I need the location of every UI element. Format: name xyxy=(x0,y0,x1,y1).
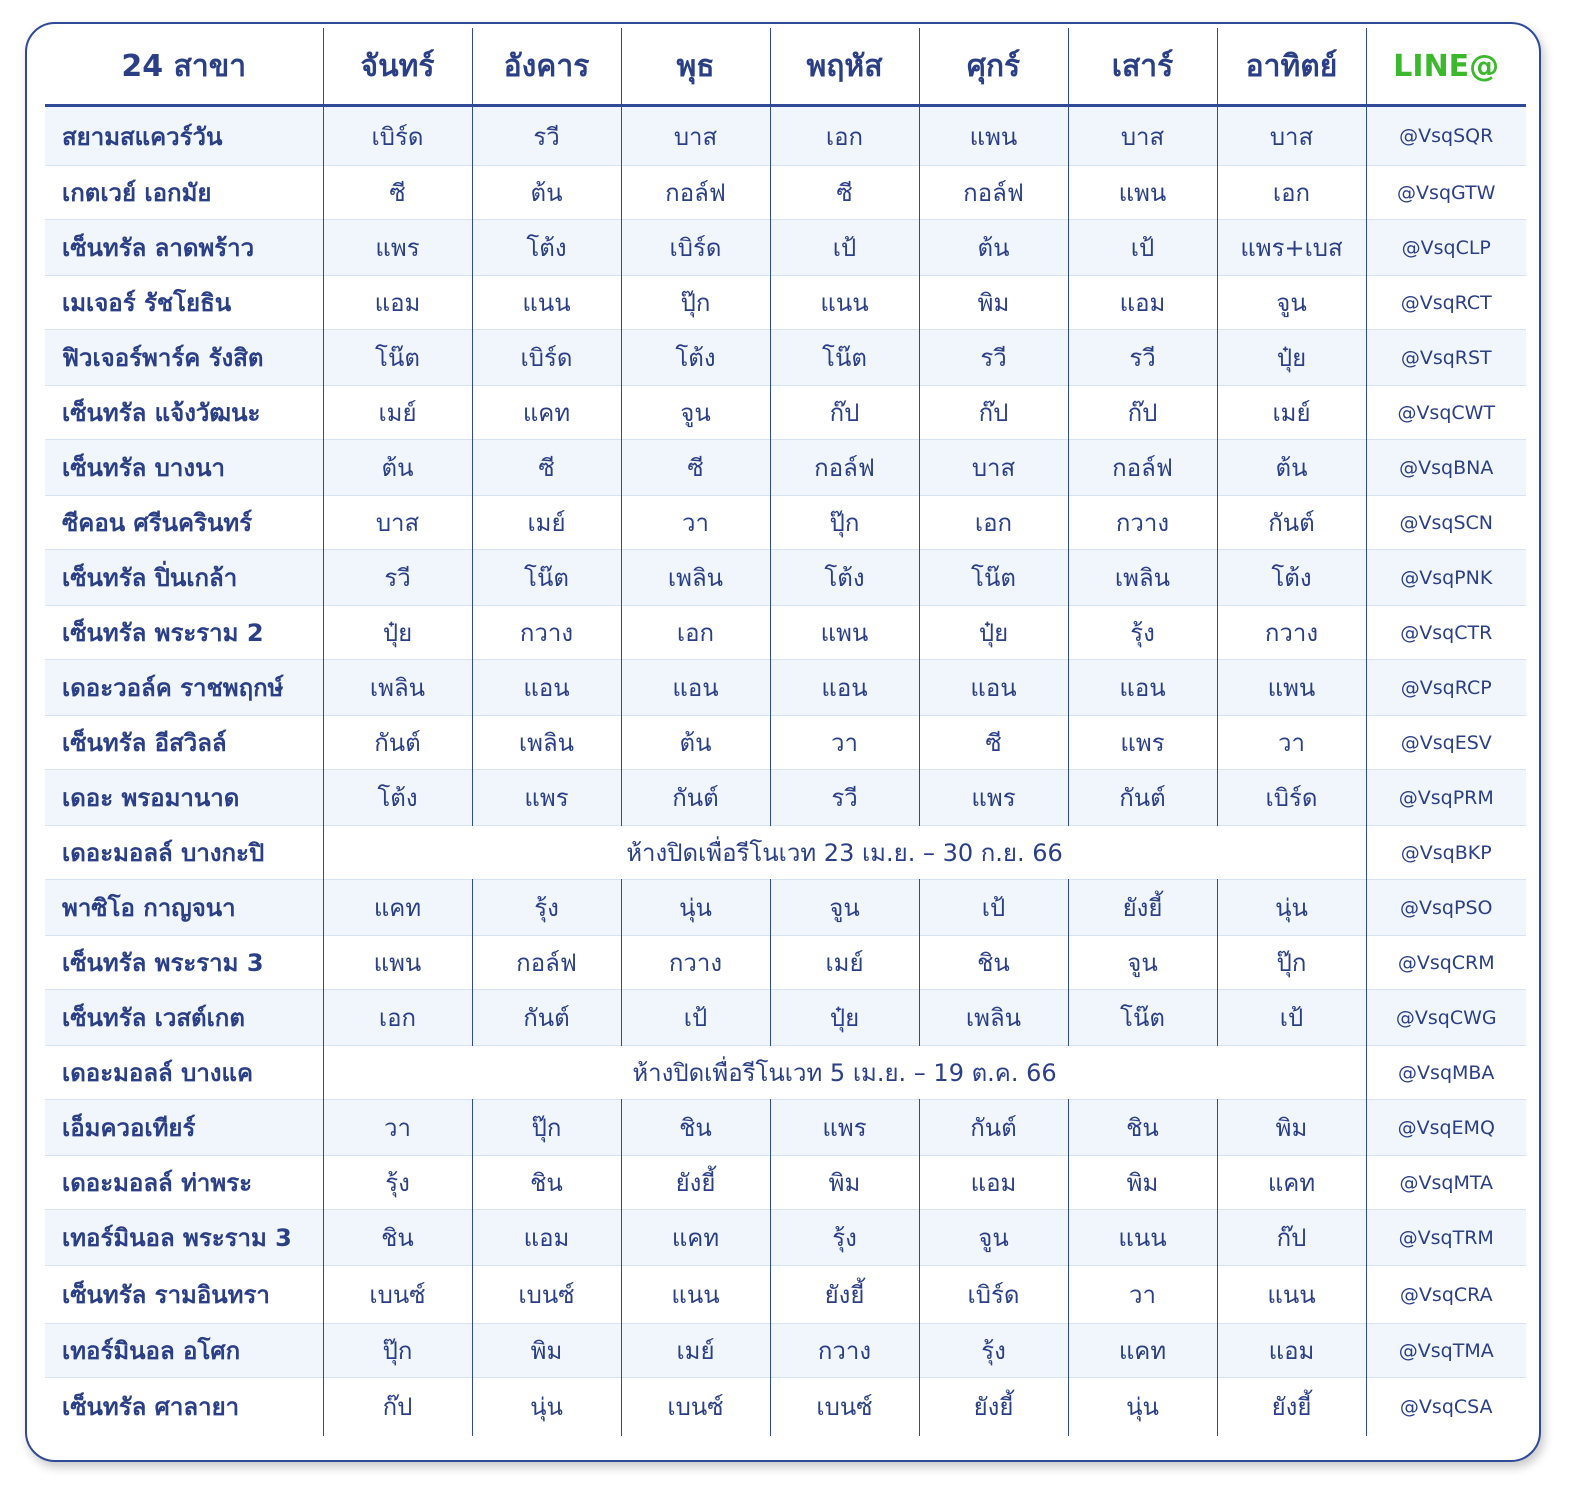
staff-cell: รวี xyxy=(1068,330,1217,386)
line-id: @VsqPRM xyxy=(1366,770,1526,826)
staff-cell: เมย์ xyxy=(323,386,472,440)
branch-name: เดอะวอล์ค ราชพฤกษ์ xyxy=(45,660,323,716)
header-day-sun: อาทิตย์ xyxy=(1217,28,1366,106)
branch-name: เซ็นทรัล ปิ่นเกล้า xyxy=(45,550,323,606)
staff-cell: เป้ xyxy=(1217,990,1366,1046)
staff-cell: ก๊ป xyxy=(919,386,1068,440)
staff-cell: เมย์ xyxy=(770,936,919,990)
header-day-sat: เสาร์ xyxy=(1068,28,1217,106)
staff-cell: เบนซ์ xyxy=(621,1378,770,1436)
line-id: @VsqCSA xyxy=(1366,1378,1526,1436)
staff-cell: แนน xyxy=(770,276,919,330)
staff-cell: เป้ xyxy=(770,220,919,276)
staff-schedule-table xyxy=(45,28,1526,1436)
staff-cell: เพลิน xyxy=(919,990,1068,1046)
staff-cell: ซี xyxy=(770,166,919,220)
staff-cell: ปุ๊ก xyxy=(1217,936,1366,990)
staff-cell: แนน xyxy=(621,1266,770,1324)
staff-cell: แอม xyxy=(472,1210,621,1266)
staff-cell: ปุ๊ก xyxy=(770,496,919,550)
branch-name: เดอะ พรอมานาด xyxy=(45,770,323,826)
staff-cell: ก๊ป xyxy=(770,386,919,440)
staff-cell: พิม xyxy=(472,1324,621,1378)
branch-name: เซ็นทรัล บางนา xyxy=(45,440,323,496)
staff-cell: เมย์ xyxy=(621,1324,770,1378)
staff-cell: ต้น xyxy=(323,440,472,496)
staff-cell: เบิร์ด xyxy=(323,106,472,166)
staff-cell: แอน xyxy=(1068,660,1217,716)
staff-cell: เพลิน xyxy=(1068,550,1217,606)
staff-cell: แอม xyxy=(1217,1324,1366,1378)
staff-cell: แคท xyxy=(323,880,472,936)
staff-cell: แพร xyxy=(770,1100,919,1156)
table-row xyxy=(45,276,1526,330)
branch-name: เซ็นทรัล ลาดพร้าว xyxy=(45,220,323,276)
table-row xyxy=(45,166,1526,220)
table-row xyxy=(45,550,1526,606)
staff-cell: เอก xyxy=(1217,166,1366,220)
staff-cell: ปุ๊ก xyxy=(621,276,770,330)
staff-cell: ก๊ป xyxy=(1068,386,1217,440)
header-line-logo: LINE@ xyxy=(1366,28,1526,106)
table-row xyxy=(45,1324,1526,1378)
staff-cell: เป้ xyxy=(919,880,1068,936)
staff-cell: แอน xyxy=(621,660,770,716)
line-id: @VsqCLP xyxy=(1366,220,1526,276)
table-row xyxy=(45,1046,1526,1100)
staff-cell: ต้น xyxy=(621,716,770,770)
staff-cell: นุ่น xyxy=(472,1378,621,1436)
staff-cell: รุ้ง xyxy=(919,1324,1068,1378)
branch-name: เทอร์มินอล อโศก xyxy=(45,1324,323,1378)
staff-cell: แพน xyxy=(770,606,919,660)
staff-cell: วา xyxy=(770,716,919,770)
table-row xyxy=(45,716,1526,770)
line-id: @VsqMBA xyxy=(1366,1046,1526,1100)
staff-cell: จูน xyxy=(1217,276,1366,330)
staff-cell: แอน xyxy=(770,660,919,716)
staff-cell: ซี xyxy=(323,166,472,220)
closure-note: ห้างปิดเพื่อรีโนเวท 23 เม.ย. – 30 ก.ย. 66 xyxy=(323,826,1366,880)
header-branch: 24 สาขา xyxy=(45,28,323,106)
branch-name: ซีคอน ศรีนครินทร์ xyxy=(45,496,323,550)
staff-cell: แพร xyxy=(472,770,621,826)
closure-note: ห้างปิดเพื่อรีโนเวท 5 เม.ย. – 19 ต.ค. 66 xyxy=(323,1046,1366,1100)
line-id: @VsqGTW xyxy=(1366,166,1526,220)
header-row xyxy=(45,28,1526,106)
staff-cell: พิม xyxy=(770,1156,919,1210)
staff-cell: โน๊ต xyxy=(770,330,919,386)
branch-name: เกตเวย์ เอกมัย xyxy=(45,166,323,220)
staff-cell: เบิร์ด xyxy=(472,330,621,386)
staff-cell: แอม xyxy=(919,1156,1068,1210)
staff-cell: โน๊ต xyxy=(1068,990,1217,1046)
table-row xyxy=(45,106,1526,166)
staff-cell: เบิร์ด xyxy=(919,1266,1068,1324)
branch-name: เซ็นทรัล รามอินทรา xyxy=(45,1266,323,1324)
staff-cell: แนน xyxy=(1217,1266,1366,1324)
branch-name: เอ็มควอเทียร์ xyxy=(45,1100,323,1156)
line-id: @VsqRCP xyxy=(1366,660,1526,716)
staff-cell: เบิร์ด xyxy=(1217,770,1366,826)
line-id: @VsqEMQ xyxy=(1366,1100,1526,1156)
staff-cell: กวาง xyxy=(472,606,621,660)
staff-cell: ยังยี้ xyxy=(621,1156,770,1210)
table-row xyxy=(45,1378,1526,1436)
staff-cell: แคท xyxy=(472,386,621,440)
staff-cell: เอก xyxy=(323,990,472,1046)
staff-cell: แคท xyxy=(621,1210,770,1266)
staff-cell: กันต์ xyxy=(1217,496,1366,550)
staff-cell: ชิน xyxy=(919,936,1068,990)
staff-cell: รุ้ง xyxy=(1068,606,1217,660)
table-row xyxy=(45,936,1526,990)
staff-cell: แนน xyxy=(472,276,621,330)
header-day-wed: พุธ xyxy=(621,28,770,106)
table-row xyxy=(45,440,1526,496)
table-row xyxy=(45,496,1526,550)
staff-cell: แคท xyxy=(1217,1156,1366,1210)
staff-cell: ชิน xyxy=(1068,1100,1217,1156)
staff-cell: แพน xyxy=(1217,660,1366,716)
branch-name: เซ็นทรัล อีสวิลล์ xyxy=(45,716,323,770)
staff-cell: จูน xyxy=(621,386,770,440)
staff-cell: ต้น xyxy=(472,166,621,220)
table-row xyxy=(45,1156,1526,1210)
staff-cell: เพลิน xyxy=(323,660,472,716)
staff-cell: รวี xyxy=(919,330,1068,386)
staff-cell: ชิน xyxy=(472,1156,621,1210)
staff-cell: รวี xyxy=(323,550,472,606)
staff-cell: โน๊ต xyxy=(472,550,621,606)
staff-cell: เอก xyxy=(770,106,919,166)
staff-cell: เอก xyxy=(919,496,1068,550)
header-day-thu: พฤหัส xyxy=(770,28,919,106)
staff-cell: แพน xyxy=(1068,166,1217,220)
table-row xyxy=(45,1210,1526,1266)
staff-cell: ก๊ป xyxy=(323,1378,472,1436)
header-day-fri: ศุกร์ xyxy=(919,28,1068,106)
staff-cell: กวาง xyxy=(770,1324,919,1378)
staff-cell: พิม xyxy=(1217,1100,1366,1156)
staff-cell: ชิน xyxy=(323,1210,472,1266)
staff-cell: เพลิน xyxy=(621,550,770,606)
header-day-mon: จันทร์ xyxy=(323,28,472,106)
staff-cell: กวาง xyxy=(621,936,770,990)
staff-cell: กันต์ xyxy=(472,990,621,1046)
staff-cell: กอล์ฟ xyxy=(1068,440,1217,496)
staff-cell: โต้ง xyxy=(621,330,770,386)
branch-name: พาซิโอ กาญจนา xyxy=(45,880,323,936)
line-id: @VsqSQR xyxy=(1366,106,1526,166)
staff-cell: แคท xyxy=(1068,1324,1217,1378)
line-id: @VsqCRM xyxy=(1366,936,1526,990)
staff-cell: เอก xyxy=(621,606,770,660)
staff-cell: เบนซ์ xyxy=(472,1266,621,1324)
staff-cell: กอล์ฟ xyxy=(472,936,621,990)
staff-cell: เบนซ์ xyxy=(323,1266,472,1324)
line-id: @VsqRST xyxy=(1366,330,1526,386)
line-id: @VsqPNK xyxy=(1366,550,1526,606)
staff-cell: จูน xyxy=(919,1210,1068,1266)
staff-cell: กันต์ xyxy=(1068,770,1217,826)
branch-name: ฟิวเจอร์พาร์ค รังสิต xyxy=(45,330,323,386)
staff-cell: กอล์ฟ xyxy=(621,166,770,220)
header-day-tue: อังคาร xyxy=(472,28,621,106)
branch-name: เซ็นทรัล แจ้งวัฒนะ xyxy=(45,386,323,440)
line-id: @VsqPSO xyxy=(1366,880,1526,936)
table-row xyxy=(45,606,1526,660)
staff-cell: ยังยี้ xyxy=(770,1266,919,1324)
staff-cell: ชิน xyxy=(621,1100,770,1156)
staff-cell: ปุ๋ย xyxy=(770,990,919,1046)
staff-cell: บาส xyxy=(1217,106,1366,166)
staff-cell: เป้ xyxy=(1068,220,1217,276)
line-id: @VsqCWG xyxy=(1366,990,1526,1046)
staff-cell: รวี xyxy=(770,770,919,826)
staff-cell: แนน xyxy=(1068,1210,1217,1266)
line-id: @VsqTMA xyxy=(1366,1324,1526,1378)
line-id: @VsqRCT xyxy=(1366,276,1526,330)
staff-cell: แอน xyxy=(472,660,621,716)
line-id: @VsqTRM xyxy=(1366,1210,1526,1266)
staff-cell: วา xyxy=(621,496,770,550)
staff-cell: วา xyxy=(1068,1266,1217,1324)
staff-cell: บาส xyxy=(323,496,472,550)
table-row xyxy=(45,330,1526,386)
table-row xyxy=(45,220,1526,276)
staff-cell: ปุ๋ย xyxy=(323,606,472,660)
staff-cell: จูน xyxy=(1068,936,1217,990)
staff-cell: บาส xyxy=(919,440,1068,496)
staff-cell: นุ่น xyxy=(1068,1378,1217,1436)
staff-cell: นุ่น xyxy=(621,880,770,936)
staff-cell: รุ้ง xyxy=(770,1210,919,1266)
staff-cell: แพน xyxy=(919,106,1068,166)
staff-cell: แอน xyxy=(919,660,1068,716)
line-id: @VsqCTR xyxy=(1366,606,1526,660)
staff-cell: แพร+เบส xyxy=(1217,220,1366,276)
staff-cell: โต้ง xyxy=(323,770,472,826)
staff-cell: แพร xyxy=(323,220,472,276)
staff-cell: กันต์ xyxy=(323,716,472,770)
staff-cell: แอม xyxy=(1068,276,1217,330)
staff-cell: แพร xyxy=(1068,716,1217,770)
staff-cell: วา xyxy=(1217,716,1366,770)
staff-cell: กันต์ xyxy=(621,770,770,826)
table-row xyxy=(45,826,1526,880)
line-id: @VsqESV xyxy=(1366,716,1526,770)
staff-cell: โน๊ต xyxy=(323,330,472,386)
staff-cell: เพลิน xyxy=(472,716,621,770)
branch-name: เซ็นทรัล เวสต์เกต xyxy=(45,990,323,1046)
staff-cell: จูน xyxy=(770,880,919,936)
staff-cell: ก๊ป xyxy=(1217,1210,1366,1266)
staff-cell: เบิร์ด xyxy=(621,220,770,276)
line-id: @VsqCWT xyxy=(1366,386,1526,440)
line-id: @VsqBKP xyxy=(1366,826,1526,880)
staff-cell: กวาง xyxy=(1068,496,1217,550)
line-id: @VsqSCN xyxy=(1366,496,1526,550)
staff-cell: ซี xyxy=(621,440,770,496)
staff-cell: พิม xyxy=(1068,1156,1217,1210)
staff-cell: กอล์ฟ xyxy=(770,440,919,496)
staff-cell: พิม xyxy=(919,276,1068,330)
staff-cell: นุ่น xyxy=(1217,880,1366,936)
staff-cell: ต้น xyxy=(919,220,1068,276)
staff-cell: กอล์ฟ xyxy=(919,166,1068,220)
branch-name: เซ็นทรัล พระราม 2 xyxy=(45,606,323,660)
staff-cell: บาส xyxy=(621,106,770,166)
table-row xyxy=(45,880,1526,936)
schedule-body xyxy=(45,106,1526,1436)
staff-cell: เป้ xyxy=(621,990,770,1046)
staff-cell: ซี xyxy=(472,440,621,496)
branch-name: สยามสแควร์วัน xyxy=(45,106,323,166)
branch-name: เซ็นทรัล ศาลายา xyxy=(45,1378,323,1436)
table-row xyxy=(45,386,1526,440)
staff-cell: ต้น xyxy=(1217,440,1366,496)
staff-cell: ปุ๊ก xyxy=(472,1100,621,1156)
table-row xyxy=(45,770,1526,826)
line-id: @VsqBNA xyxy=(1366,440,1526,496)
staff-cell: ยังยี้ xyxy=(1217,1378,1366,1436)
staff-cell: ยังยี้ xyxy=(1068,880,1217,936)
staff-cell: เมย์ xyxy=(472,496,621,550)
staff-cell: ปุ๋ย xyxy=(919,606,1068,660)
staff-cell: รุ้ง xyxy=(472,880,621,936)
staff-cell: แพร xyxy=(919,770,1068,826)
line-id: @VsqMTA xyxy=(1366,1156,1526,1210)
staff-cell: โต้ง xyxy=(1217,550,1366,606)
staff-cell: กันต์ xyxy=(919,1100,1068,1156)
staff-cell: ยังยี้ xyxy=(919,1378,1068,1436)
staff-cell: แอม xyxy=(323,276,472,330)
staff-cell: เมย์ xyxy=(1217,386,1366,440)
staff-cell: รวี xyxy=(472,106,621,166)
line-id: @VsqCRA xyxy=(1366,1266,1526,1324)
branch-name: เดอะมอลล์ บางกะปิ xyxy=(45,826,323,880)
branch-name: เดอะมอลล์ บางแค xyxy=(45,1046,323,1100)
table-row xyxy=(45,660,1526,716)
staff-cell: รุ้ง xyxy=(323,1156,472,1210)
staff-cell: โต้ง xyxy=(770,550,919,606)
branch-name: เมเจอร์ รัชโยธิน xyxy=(45,276,323,330)
table-row xyxy=(45,1100,1526,1156)
staff-cell: บาส xyxy=(1068,106,1217,166)
staff-cell: ปุ๋ย xyxy=(1217,330,1366,386)
staff-cell: แพน xyxy=(323,936,472,990)
table-row xyxy=(45,1266,1526,1324)
table-row xyxy=(45,990,1526,1046)
staff-cell: เบนซ์ xyxy=(770,1378,919,1436)
staff-cell: ซี xyxy=(919,716,1068,770)
staff-cell: ปุ๊ก xyxy=(323,1324,472,1378)
branch-name: เทอร์มินอล พระราม 3 xyxy=(45,1210,323,1266)
staff-cell: วา xyxy=(323,1100,472,1156)
branch-name: เซ็นทรัล พระราม 3 xyxy=(45,936,323,990)
staff-cell: โต้ง xyxy=(472,220,621,276)
staff-cell: กวาง xyxy=(1217,606,1366,660)
staff-cell: โน๊ต xyxy=(919,550,1068,606)
branch-name: เดอะมอลล์ ท่าพระ xyxy=(45,1156,323,1210)
